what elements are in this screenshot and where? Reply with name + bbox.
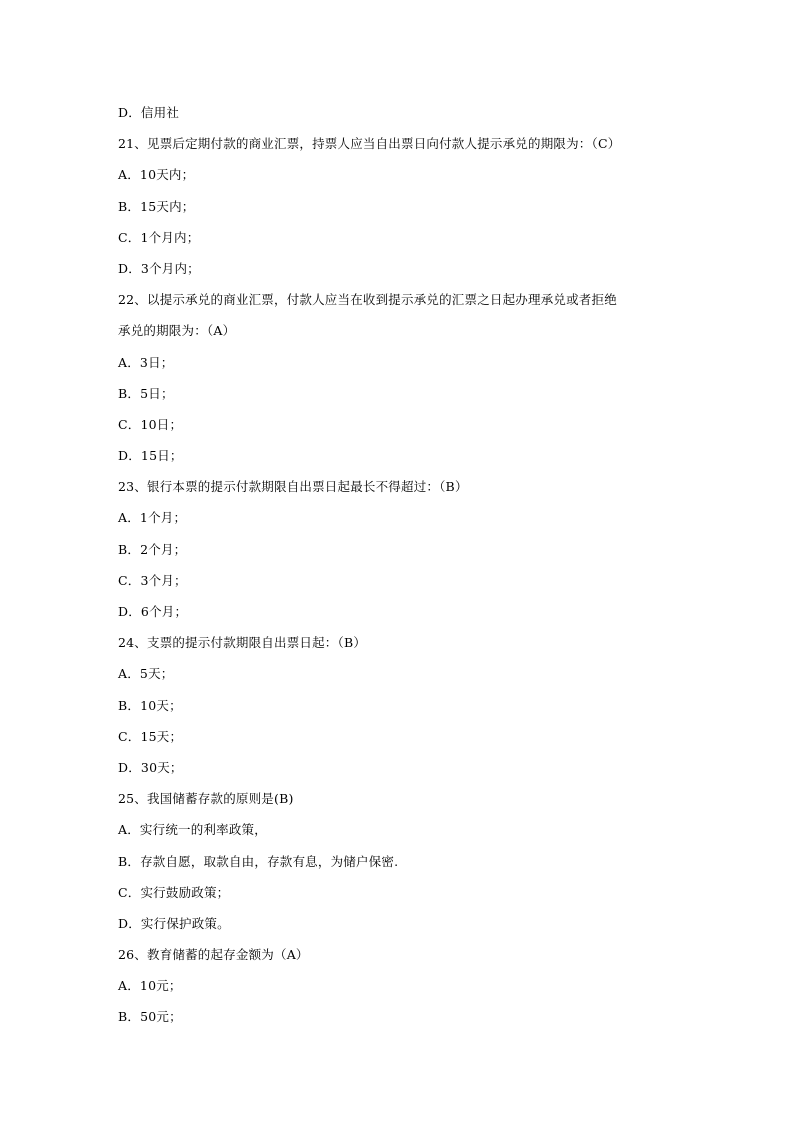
option-text: B．50元； bbox=[118, 1009, 182, 1025]
option-text: D．6个月； bbox=[118, 604, 188, 619]
question-text-continued: 承兑的期限为：（A） bbox=[118, 323, 236, 339]
option-text: C．1个月内； bbox=[118, 229, 200, 245]
option-text: A．1个月； bbox=[118, 510, 187, 526]
option-text: A．3日； bbox=[118, 354, 174, 370]
question-text: 23、银行本票的提示付款期限自出票日起最长不得超过：（B） bbox=[118, 479, 468, 495]
option-text: B．5日； bbox=[118, 385, 174, 401]
option-text: A．10元； bbox=[118, 978, 182, 994]
question-text: 22、以提示承兑的商业汇票，付款人应当在收到提示承兑的汇票之日起办理承兑或者拒绝 bbox=[118, 292, 617, 308]
option-text: C．3个月； bbox=[118, 572, 187, 588]
document-page bbox=[118, 102, 698, 1038]
option-text: C．15天； bbox=[118, 728, 183, 744]
question-text: 26、教育储蓄的起存金额为（A） bbox=[118, 947, 309, 963]
option-text: D．实行保护政策。 bbox=[118, 915, 230, 931]
option-text: B．存款自愿，取款自由，存款有息，为储户保密. bbox=[118, 853, 399, 869]
question-text: 24、支票的提示付款期限自出票日起：（B） bbox=[118, 635, 367, 651]
option-text: D．15日； bbox=[118, 448, 183, 464]
question-text: 25、我国储蓄存款的原则是(B) bbox=[118, 791, 294, 807]
option-text: C．实行鼓励政策； bbox=[118, 884, 230, 900]
question-text: 21、见票后定期付款的商业汇票，持票人应当自出票日向付款人提示承兑的期限为：（C） bbox=[118, 136, 621, 152]
option-text: A．10天内； bbox=[118, 167, 195, 183]
option-text: D．信用社 bbox=[118, 105, 180, 120]
option-text: C．10日； bbox=[118, 416, 183, 432]
option-text: A．实行统一的利率政策， bbox=[118, 822, 267, 838]
option-text: A．5天； bbox=[118, 666, 174, 682]
option-text: D．3个月内； bbox=[118, 260, 200, 276]
option-text: B．15天内； bbox=[118, 198, 195, 214]
option-text: B．10天； bbox=[118, 697, 182, 713]
option-text: B．2个月； bbox=[118, 541, 187, 557]
option-text: D．30天； bbox=[118, 759, 183, 775]
